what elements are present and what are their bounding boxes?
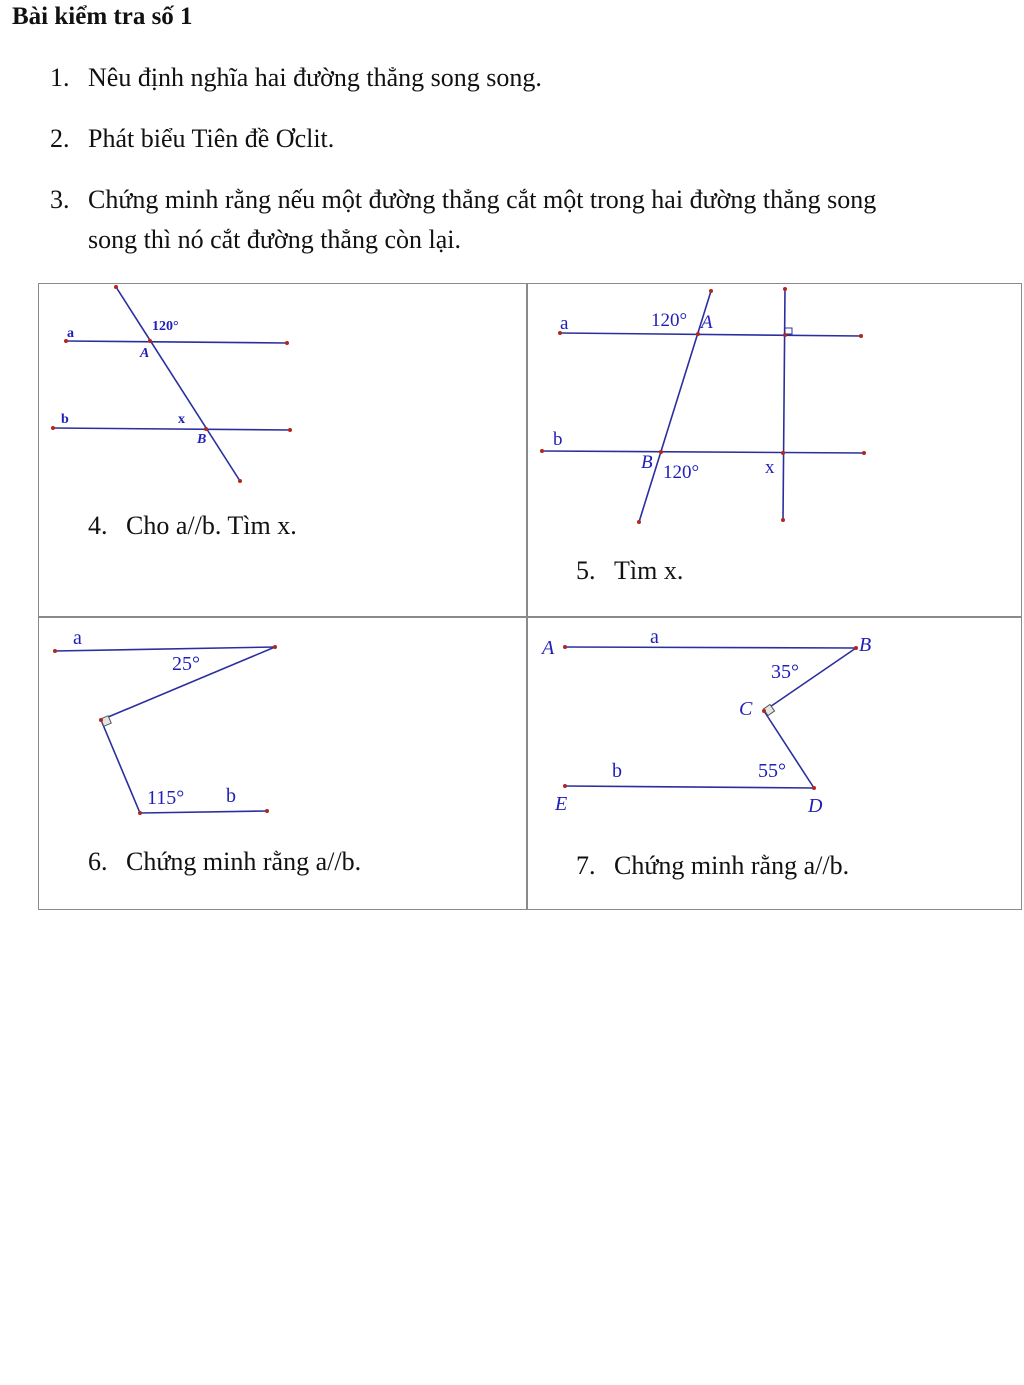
line-b	[140, 811, 267, 813]
problem-text: Cho a//b. Tìm x.	[126, 511, 297, 540]
endpoint	[637, 520, 641, 524]
problem-text: Chứng minh rằng a//b.	[126, 847, 362, 876]
question-number: 2.	[50, 124, 70, 153]
right-angle-marker	[785, 328, 792, 334]
problem-5-caption	[576, 556, 683, 586]
label-line-a: a	[67, 326, 74, 341]
line-a	[560, 333, 861, 336]
label-angle-25: 25°	[172, 653, 200, 675]
figure-6	[53, 627, 277, 815]
line-a	[66, 341, 287, 343]
label-angle-A: 120°	[651, 310, 688, 331]
problem-number: 4.	[88, 511, 108, 540]
endpoint	[53, 649, 57, 653]
label-angle-35: 35°	[771, 661, 799, 683]
figure-5	[540, 287, 866, 524]
label-point-B: B	[859, 634, 872, 656]
label-line-b: b	[553, 429, 563, 450]
line-a	[565, 647, 856, 648]
point-B	[854, 646, 858, 650]
point-C	[762, 709, 766, 713]
label-point-C: C	[739, 698, 753, 720]
line-b	[542, 451, 864, 453]
label-line-a: a	[73, 627, 82, 649]
point-E	[563, 784, 567, 788]
label-angle-55: 55°	[758, 760, 786, 782]
endpoint	[288, 428, 292, 432]
endpoint	[540, 449, 544, 453]
point-A	[696, 332, 700, 336]
endpoint	[114, 285, 118, 289]
question-text: Nêu định nghĩa hai đường thẳng song song.	[88, 63, 542, 92]
endpoint	[862, 451, 866, 455]
problem-text: Chứng minh rằng a//b.	[614, 851, 850, 880]
label-x: x	[765, 457, 775, 478]
endpoint	[238, 479, 242, 483]
label-point-B: B	[197, 432, 207, 447]
question-number: 1.	[50, 63, 70, 92]
question-number: 3.	[50, 185, 70, 214]
label-line-b: b	[226, 785, 236, 807]
label-x: x	[178, 412, 185, 427]
label-line-b: b	[612, 760, 622, 782]
vertex	[99, 718, 103, 722]
endpoint	[709, 289, 713, 293]
intersection	[781, 451, 785, 455]
label-line-a: a	[650, 626, 659, 648]
problem-number: 7.	[576, 851, 596, 880]
label-angle-120: 120°	[152, 319, 179, 334]
segment	[101, 720, 140, 813]
label-point-A: A	[542, 637, 555, 659]
vertex	[138, 811, 142, 815]
endpoint	[265, 809, 269, 813]
label-point-A: A	[140, 346, 150, 361]
endpoint	[781, 518, 785, 522]
line-b	[565, 786, 814, 788]
question-text-continuation: song thì nó cắt đường thẳng còn lại.	[88, 225, 462, 254]
problem-6-caption	[88, 847, 361, 877]
point-A	[148, 339, 152, 343]
label-point-B: B	[641, 452, 653, 473]
perpendicular	[783, 289, 785, 520]
endpoint	[51, 426, 55, 430]
label-angle-B: 120°	[663, 462, 700, 483]
problem-7-caption	[576, 851, 849, 881]
line-a	[55, 647, 275, 651]
problem-number: 6.	[88, 847, 108, 876]
label-line-a: a	[560, 313, 569, 334]
label-point-D: D	[808, 795, 823, 817]
label-angle-115: 115°	[147, 787, 185, 809]
figure-4	[51, 285, 292, 483]
label-point-E: E	[555, 793, 568, 815]
figure-7	[540, 626, 871, 817]
endpoint	[285, 341, 289, 345]
point-B	[204, 427, 208, 431]
problem-4-caption	[88, 511, 297, 541]
page-title: Bài kiểm tra số 1	[12, 3, 193, 30]
endpoint	[783, 287, 787, 291]
problem-number: 5.	[576, 556, 596, 585]
label-point-A: A	[701, 312, 713, 333]
label-line-b: b	[61, 412, 69, 427]
point-B	[659, 450, 663, 454]
intersection	[783, 333, 787, 337]
problem-text: Tìm x.	[614, 556, 684, 585]
point-D	[812, 786, 816, 790]
point-A	[563, 645, 567, 649]
line-b	[53, 428, 290, 430]
question-text: Phát biểu Tiên đề Ơclit.	[88, 124, 335, 153]
endpoint	[859, 334, 863, 338]
transversal	[116, 287, 240, 481]
question-text: Chứng minh rằng nếu một đường thẳng cắt một trong hai đường thẳng song	[88, 185, 877, 214]
vertex	[273, 645, 277, 649]
